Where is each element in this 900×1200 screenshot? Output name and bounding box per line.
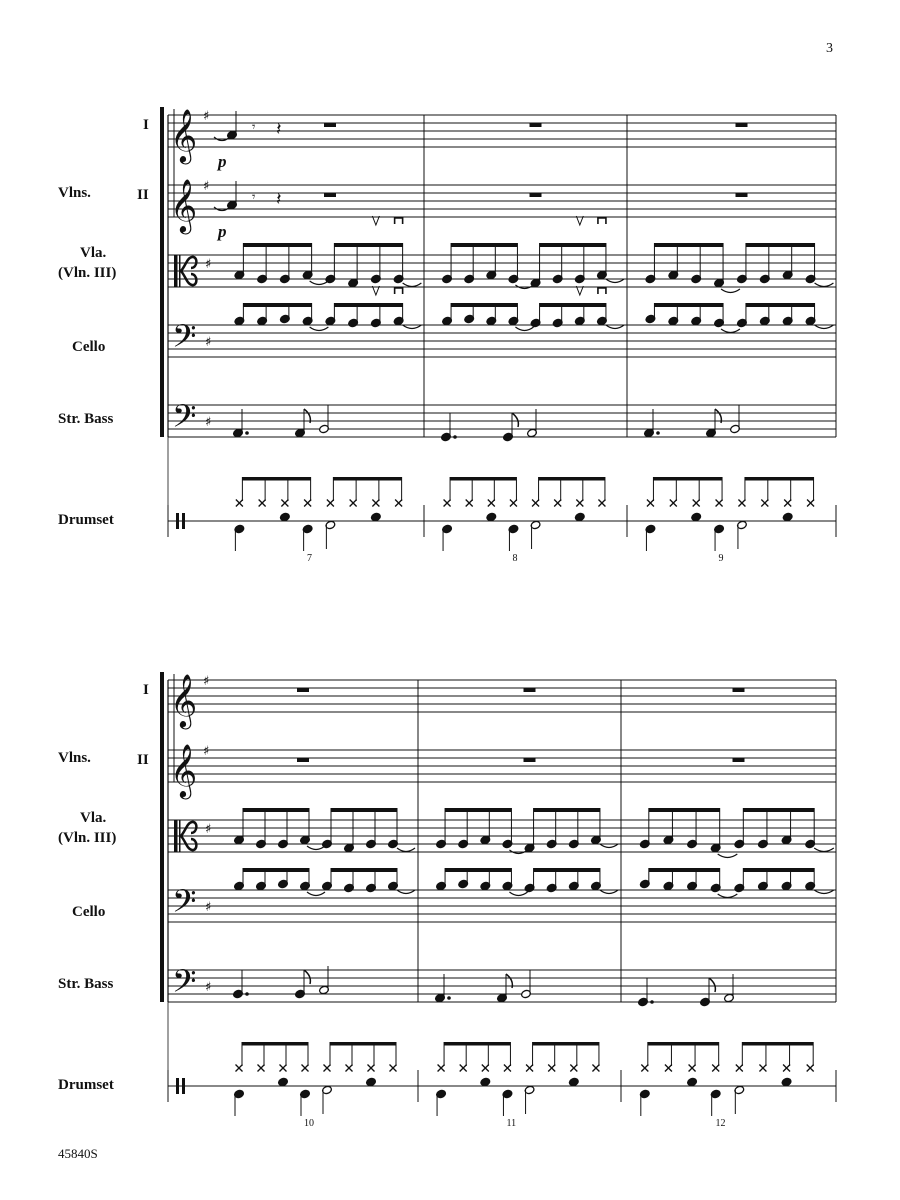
hihat-note — [716, 500, 723, 507]
whole-rest-icon — [324, 193, 336, 197]
dot — [245, 431, 249, 435]
dot — [650, 1000, 654, 1004]
slur — [815, 325, 834, 329]
notehead — [370, 512, 381, 522]
key-signature-g-major-icon: ♯ — [205, 415, 212, 430]
whole-rest-icon — [733, 758, 745, 762]
hihat-note — [368, 1065, 375, 1072]
hihat-note — [647, 500, 654, 507]
beam — [649, 808, 720, 812]
hihat-note — [665, 1065, 672, 1072]
system-1 — [58, 107, 836, 564]
hihat-note — [641, 1065, 648, 1072]
flag — [512, 413, 518, 427]
down-bow-mark — [395, 218, 403, 224]
notehead — [568, 1077, 579, 1087]
beam — [533, 1042, 599, 1046]
label-bass: Str. Bass — [58, 976, 114, 992]
beam — [653, 477, 722, 481]
whole-rest-icon — [733, 688, 745, 692]
hihat-note — [395, 500, 402, 507]
beam — [654, 243, 723, 247]
label-drums: Drumset — [58, 1077, 114, 1093]
measure-number: 10 — [304, 1118, 314, 1129]
beam — [243, 243, 311, 247]
hihat-note — [526, 1065, 533, 1072]
slur — [307, 846, 325, 850]
notehead — [486, 512, 497, 522]
beam — [334, 243, 402, 247]
slur — [721, 289, 740, 293]
catalog-number: 45840S — [58, 1146, 98, 1161]
flag — [304, 970, 310, 984]
down-bow-mark — [598, 218, 606, 224]
treble-clef-icon: 𝄞 — [170, 743, 198, 797]
key-signature-g-major-icon: ♯ — [205, 980, 212, 995]
hihat-note — [504, 1065, 511, 1072]
hihat-note — [236, 1065, 243, 1072]
treble-clef-icon: 𝄞 — [170, 108, 198, 162]
beam — [450, 477, 516, 481]
hihat-note — [693, 500, 700, 507]
label-viola: Vla. — [80, 245, 107, 261]
bass-clef-icon: 𝄢 — [172, 883, 197, 927]
dot — [453, 435, 457, 439]
whole-rest-icon — [524, 688, 536, 692]
quarter-rest: 𝄽 — [276, 189, 282, 210]
slur — [600, 890, 618, 894]
beam — [745, 477, 814, 481]
slur — [721, 329, 740, 333]
eighth-rest: 𝄾 — [252, 120, 256, 135]
beam — [534, 868, 600, 872]
hihat-note — [807, 1065, 814, 1072]
slur — [310, 327, 329, 331]
slur — [509, 892, 527, 896]
measure-number: 11 — [506, 1118, 517, 1129]
page-number: 3 — [826, 41, 833, 56]
slur — [606, 325, 624, 329]
dot — [245, 992, 249, 996]
system-2 — [58, 672, 836, 1129]
beam — [445, 808, 511, 812]
beam — [242, 1042, 308, 1046]
hihat-note — [280, 1065, 287, 1072]
beam — [331, 808, 397, 812]
hihat-note — [302, 1065, 309, 1072]
whole-rest-icon — [736, 193, 748, 197]
beam — [445, 868, 511, 872]
slur — [397, 848, 415, 852]
notehead — [480, 1077, 491, 1087]
beam — [534, 808, 600, 812]
notehead — [366, 1077, 377, 1087]
label-cello: Cello — [72, 339, 106, 355]
hihat-note — [738, 500, 745, 507]
beam — [333, 477, 401, 481]
key-signature-g-major-icon: ♯ — [203, 744, 210, 759]
notehead — [687, 1077, 698, 1087]
dynamic-piano: p — [218, 222, 227, 241]
label-viola-alt: (Vln. III) — [58, 265, 117, 281]
hihat-note — [438, 1065, 445, 1072]
beam — [743, 868, 814, 872]
key-signature-g-major-icon: ♯ — [203, 179, 210, 194]
beam — [539, 477, 605, 481]
notehead — [278, 1077, 289, 1087]
slur — [515, 327, 533, 331]
treble-clef-icon: 𝄞 — [170, 673, 198, 727]
notehead — [781, 1077, 792, 1087]
beam — [444, 1042, 510, 1046]
beam — [242, 477, 310, 481]
system-bracket — [160, 107, 164, 437]
measure-number: 9 — [718, 553, 724, 564]
whole-rest-icon — [524, 758, 536, 762]
measure-number: 7 — [307, 553, 312, 564]
hihat-note — [346, 1065, 353, 1072]
hihat-note — [258, 1065, 265, 1072]
beam — [743, 808, 814, 812]
hihat-note — [712, 1065, 719, 1072]
dot — [656, 431, 660, 435]
whole-rest-icon — [297, 758, 309, 762]
slur — [814, 890, 834, 894]
key-signature-g-major-icon: ♯ — [203, 674, 210, 689]
beam — [331, 868, 397, 872]
beam — [243, 808, 309, 812]
beam — [746, 243, 815, 247]
key-signature-g-major-icon: ♯ — [205, 257, 212, 272]
hihat-note — [488, 500, 495, 507]
hihat-note — [482, 1065, 489, 1072]
label-viola: Vla. — [80, 810, 107, 826]
flag — [709, 978, 715, 992]
beam — [451, 303, 517, 307]
hihat-note — [259, 500, 266, 507]
dot — [447, 996, 451, 1000]
bass-clef-icon: 𝄢 — [172, 398, 197, 442]
eighth-rest: 𝄾 — [252, 190, 256, 205]
key-signature-g-major-icon: ♯ — [205, 335, 212, 350]
beam — [243, 868, 309, 872]
hihat-note — [759, 1065, 766, 1072]
slur — [718, 894, 738, 898]
bass-clef-icon: 𝄢 — [172, 318, 197, 362]
label-violin-1: I — [143, 682, 149, 698]
key-signature-g-major-icon: ♯ — [205, 900, 212, 915]
hihat-note — [761, 500, 768, 507]
notehead — [691, 512, 702, 522]
beam — [540, 303, 606, 307]
label-violins: Vlns. — [58, 750, 91, 766]
beam — [742, 1042, 813, 1046]
hihat-note — [510, 500, 517, 507]
treble-clef-icon: 𝄞 — [170, 178, 198, 232]
hihat-note — [592, 1065, 599, 1072]
down-bow-mark — [598, 288, 606, 294]
hihat-note — [236, 500, 243, 507]
hihat-note — [548, 1065, 555, 1072]
beam — [243, 303, 311, 307]
key-signature-g-major-icon: ♯ — [205, 822, 212, 837]
slur — [815, 283, 834, 287]
label-violin-2: II — [137, 187, 149, 203]
measure-number: 8 — [512, 553, 518, 564]
hihat-note — [736, 1065, 743, 1072]
slur — [403, 325, 422, 329]
slur — [310, 281, 329, 285]
beam — [654, 303, 723, 307]
hihat-note — [390, 1065, 397, 1072]
beam — [334, 303, 402, 307]
slur — [307, 892, 325, 896]
hihat-note — [598, 500, 605, 507]
hihat-note — [689, 1065, 696, 1072]
whole-rest-icon — [530, 193, 542, 197]
label-cello: Cello — [72, 904, 106, 920]
slur — [718, 854, 738, 858]
label-violin-2: II — [137, 752, 149, 768]
hihat-note — [324, 1065, 331, 1072]
hihat-note — [783, 1065, 790, 1072]
beam — [330, 1042, 396, 1046]
label-violins: Vlns. — [58, 185, 91, 201]
beam — [649, 868, 720, 872]
down-bow-mark — [395, 288, 403, 294]
whole-rest-icon — [736, 123, 748, 127]
quarter-rest: 𝄽 — [276, 119, 282, 140]
hihat-note — [304, 500, 311, 507]
dynamic-piano: p — [218, 152, 227, 171]
beam — [648, 1042, 719, 1046]
hihat-note — [532, 500, 539, 507]
slur — [397, 890, 415, 894]
slur — [606, 279, 624, 283]
label-drums: Drumset — [58, 512, 114, 528]
system-bracket — [160, 672, 164, 1002]
beam — [451, 243, 517, 247]
hihat-note — [576, 500, 583, 507]
hihat-note — [444, 500, 451, 507]
label-bass: Str. Bass — [58, 411, 114, 427]
hihat-note — [570, 1065, 577, 1072]
whole-rest-icon — [530, 123, 542, 127]
hihat-note — [466, 500, 473, 507]
slur — [814, 848, 834, 852]
measure-number: 12 — [715, 1118, 726, 1129]
beam — [540, 243, 606, 247]
hihat-note — [807, 500, 814, 507]
label-violin-1: I — [143, 117, 149, 133]
notehead — [574, 512, 585, 522]
label-viola-alt: (Vln. III) — [58, 830, 117, 846]
hihat-note — [281, 500, 288, 507]
hihat-note — [784, 500, 791, 507]
notehead — [279, 512, 290, 522]
slur — [403, 283, 422, 287]
whole-rest-icon — [324, 123, 336, 127]
bass-clef-icon: 𝄢 — [172, 963, 197, 1007]
beam — [746, 303, 815, 307]
hihat-note — [350, 500, 357, 507]
hihat-note — [670, 500, 677, 507]
notehead — [782, 512, 793, 522]
key-signature-g-major-icon: ♯ — [203, 109, 210, 124]
hihat-note — [554, 500, 561, 507]
whole-rest-icon — [297, 688, 309, 692]
hihat-note — [327, 500, 334, 507]
hihat-note — [460, 1065, 467, 1072]
slur — [600, 844, 618, 848]
hihat-note — [372, 500, 379, 507]
